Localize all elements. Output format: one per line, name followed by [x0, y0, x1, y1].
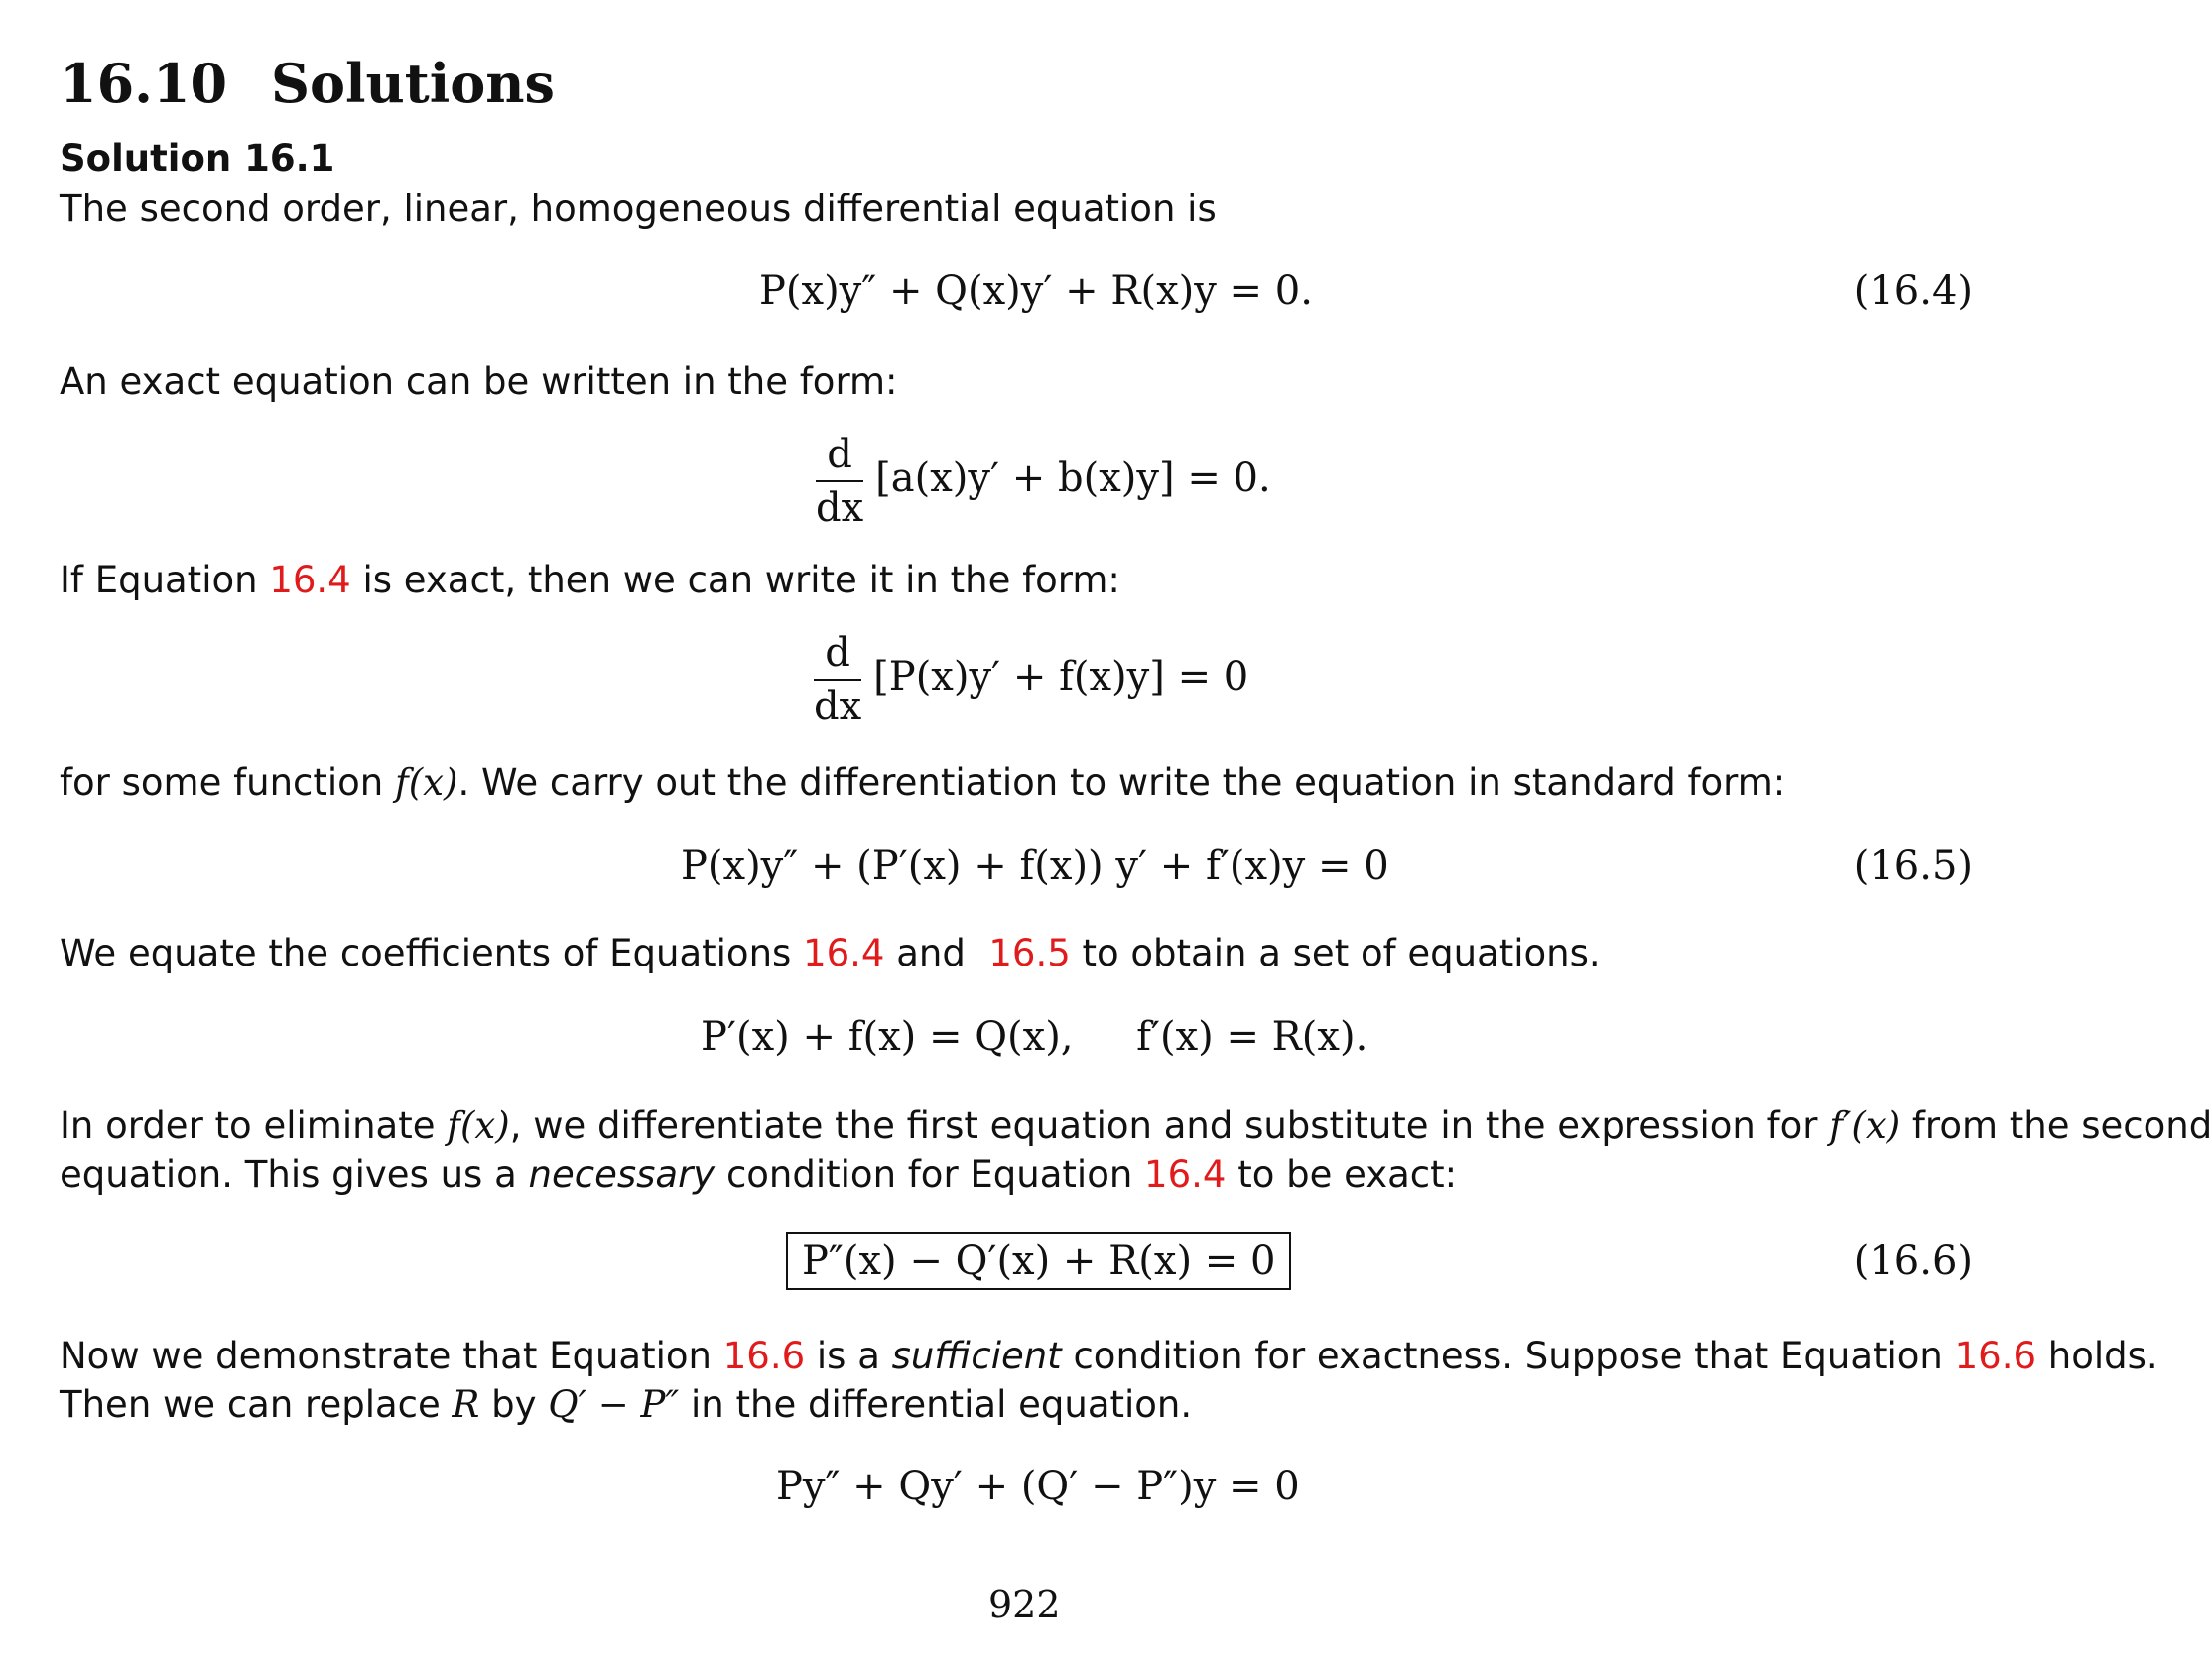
equation-reference-link[interactable]: 16.5	[988, 932, 1071, 974]
paragraph-sufficient-line1: Now we demonstrate that Equation 16.6 is a sufficient condition for exactness. Suppose that Equation 16.6 holds.	[60, 1335, 2158, 1377]
solution-heading: Solution 16.1	[60, 137, 335, 180]
page-number: 922	[988, 1583, 1061, 1626]
equation-label-16-6: (16.6)	[1853, 1238, 1973, 1284]
paragraph-intro: The second order, linear, homogeneous differential equation is	[60, 188, 1217, 230]
paragraph-eliminate-line1: In order to eliminate f(x), we differentiate the first equation and substitute in the expression for f′(x) from the second	[60, 1104, 2212, 1147]
equation-substituted: Py″ + Qy′ + (Q′ − P″)y = 0	[776, 1464, 1300, 1509]
equation-reference-link[interactable]: 16.4	[803, 932, 885, 974]
paragraph-eliminate-line2: equation. This gives us a necessary condition for Equation 16.4 to be exact:	[60, 1153, 1458, 1196]
section-number: 16.10	[60, 52, 228, 115]
paragraph-equate: We equate the coefficients of Equations 16.4 and 16.5 to obtain a set of equations.	[60, 932, 1601, 974]
equation-reference-link[interactable]: 16.6	[722, 1335, 806, 1377]
equation-coefficients: P′(x) + f(x) = Q(x), f′(x) = R(x).	[701, 1014, 1368, 1060]
derivative-fraction: $\frac{d}{dx}$	[816, 429, 863, 534]
equation-p-form: $\frac{d}{dx}$ [P(x)y′ + f(x)y] = 0	[814, 627, 1248, 732]
equation-reference-link[interactable]: 16.6	[1954, 1335, 2037, 1377]
paragraph-if-exact: If Equation 16.4 is exact, then we can write it in the form:	[60, 559, 1120, 601]
equation-16-4: P(x)y″ + Q(x)y′ + R(x)y = 0.	[759, 268, 1313, 314]
paragraph-exact-form: An exact equation can be written in the form:	[60, 360, 898, 403]
equation-label-16-5: (16.5)	[1853, 843, 1973, 889]
equation-reference-link[interactable]: 16.4	[269, 559, 351, 601]
paragraph-some-function: for some function f(x). We carry out the differentiation to write the equation in standard form:	[60, 761, 1786, 804]
equation-label-16-4: (16.4)	[1853, 268, 1973, 314]
paragraph-sufficient-line2: Then we can replace R by Q′ − P″ in the differential equation.	[60, 1383, 1193, 1426]
derivative-fraction: $\frac{d}{dx}$	[814, 627, 861, 732]
equation-16-5: P(x)y″ + (P′(x) + f(x)) y′ + f′(x)y = 0	[681, 843, 1389, 889]
section-title: Solutions	[271, 52, 555, 115]
equation-exact-form: $\frac{d}{dx}$ [a(x)y′ + b(x)y] = 0.	[816, 429, 1271, 534]
equation-reference-link[interactable]: 16.4	[1144, 1153, 1227, 1196]
equation-16-6-boxed: P″(x) − Q′(x) + R(x) = 0	[786, 1232, 1291, 1290]
